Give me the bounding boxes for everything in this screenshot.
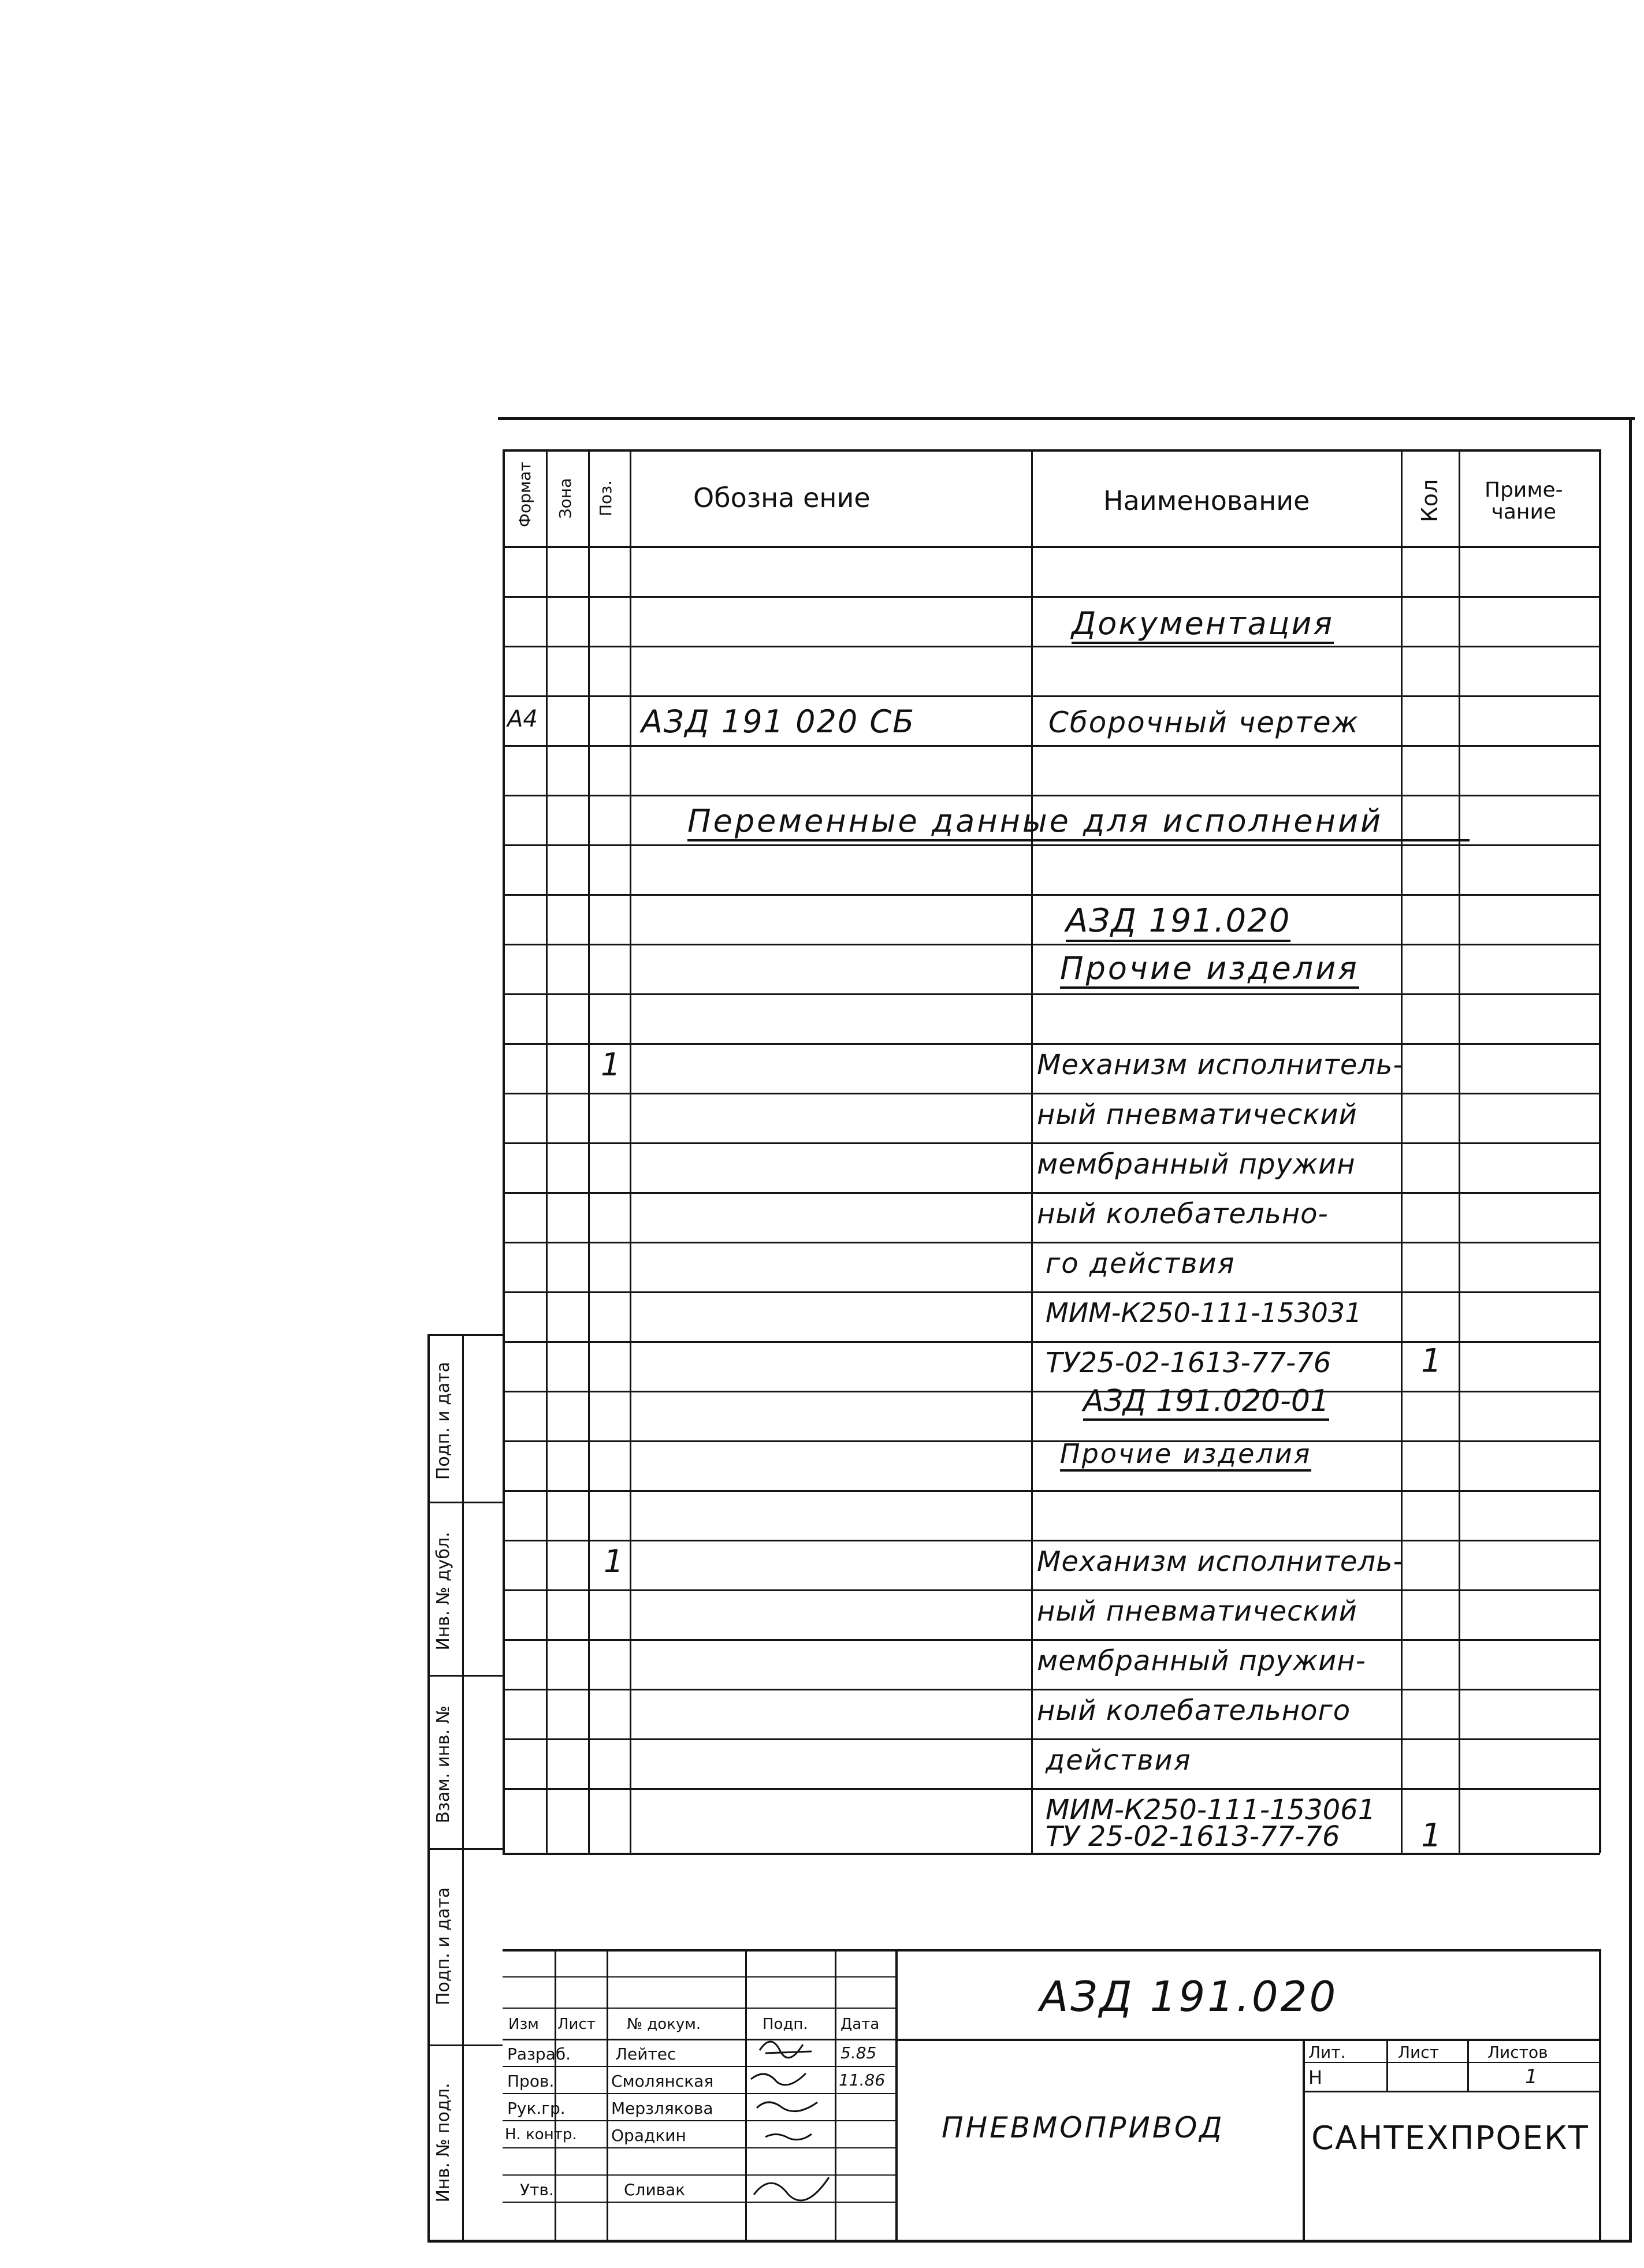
tb-listov-label: Листов: [1487, 2043, 1548, 2062]
item-1-line-3: мембранный пружин: [1037, 1148, 1356, 1180]
section-variable-data: Переменные данные для исполнений: [687, 803, 1470, 841]
tb-hdr-data: Дата: [840, 2016, 880, 2033]
tb-role-razrab: Разраб.: [507, 2044, 571, 2064]
item-1-line-4: ный колебательно-: [1037, 1198, 1329, 1230]
stamp-inv-dubl: Инв. № дубл.: [433, 1532, 453, 1651]
tb-role-rukgr: Рук.гр.: [507, 2099, 566, 2118]
variant-base: АЗД 191.020: [1066, 902, 1290, 942]
tb-lit-label: Лит.: [1308, 2043, 1346, 2062]
format-a4: А4: [507, 706, 538, 732]
item-2-line-4: ный колебательного: [1037, 1695, 1351, 1727]
item-1-line-1: Механизм исполнитель-: [1037, 1049, 1404, 1081]
tb-hdr-list: Лист: [557, 2016, 596, 2033]
col-qty-header: Кол: [1417, 479, 1442, 523]
tb-list-label: Лист: [1398, 2043, 1439, 2062]
tb-name-utv: Сливак: [624, 2180, 686, 2199]
name-assembly-drawing: Сборочный чертеж: [1048, 706, 1359, 739]
item-1-line-6: МИМ-К250-111-153031: [1046, 1297, 1362, 1328]
stamp-sign-date-2: Подп. и дата: [433, 1887, 453, 2006]
tb-name-rukgr: Мерзлякова: [611, 2099, 713, 2118]
col-name-header: Наименование: [1103, 485, 1310, 516]
item-2-line-3: мембранный пружин-: [1037, 1645, 1366, 1677]
item-1-line-2: ный пневматический: [1037, 1098, 1357, 1131]
col-pos-header: Поз.: [596, 481, 615, 516]
doc-title: ПНЕВМОПРИВОД: [942, 2111, 1225, 2144]
col-zone-header: Зона: [556, 478, 575, 519]
tb-name-razrab: Лейтес: [615, 2044, 676, 2064]
tb-lit-value: Н: [1308, 2066, 1323, 2088]
item-1-line-7: ТУ25-02-1613-77-76: [1046, 1347, 1331, 1379]
tb-hdr-podp: Подп.: [763, 2016, 808, 2033]
group-other-items-2: Прочие изделия: [1060, 1438, 1311, 1472]
tb-hdr-izm: Изм: [508, 2016, 539, 2033]
stamp-sign-date-1: Подп. и дата: [433, 1361, 453, 1480]
tb-role-nkontr: Н. контр.: [505, 2126, 577, 2143]
tb-date-razrab: 5.85: [840, 2043, 877, 2062]
qty-item-1: 1: [1421, 1342, 1442, 1380]
org-name: САНТЕХПРОЕКТ: [1311, 2120, 1589, 2157]
stamp-vzam-inv: Взам. инв. №: [433, 1705, 453, 1823]
variant-01: АЗД 191.020-01: [1083, 1384, 1329, 1421]
stamp-inv-podl: Инв. № подл.: [433, 2083, 453, 2203]
col-designation-header: Обозна ение: [693, 482, 871, 513]
section-documentation: Документация: [1072, 605, 1334, 644]
pos-1-a: 1: [601, 1047, 621, 1083]
tb-hdr-docnum: № докум.: [627, 2016, 701, 2033]
top-border: [498, 417, 1635, 420]
designation-assembly: АЗД 191 020 СБ: [641, 703, 916, 740]
tb-role-utv: Утв.: [520, 2180, 554, 2199]
pos-1-b: 1: [604, 1543, 624, 1580]
item-1-line-5: го действия: [1046, 1247, 1236, 1280]
item-2-line-7: ТУ 25-02-1613-77-76: [1046, 1820, 1340, 1853]
tb-listov-value: 1: [1525, 2065, 1538, 2088]
col-note-header: Приме- чание: [1485, 478, 1563, 524]
tb-date-prov: 11.86: [839, 2070, 886, 2090]
item-2-line-1: Механизм исполнитель-: [1037, 1545, 1404, 1578]
signature-scribbles: [748, 2010, 835, 2241]
item-2-line-5: действия: [1046, 1744, 1192, 1777]
group-other-items-1: Прочие изделия: [1060, 950, 1359, 989]
right-border: [1629, 417, 1632, 2242]
tb-role-prov: Пров.: [507, 2072, 555, 2091]
item-2-line-2: ный пневматический: [1037, 1595, 1357, 1628]
item-2-line-6: МИМ-К250-111-153061: [1046, 1794, 1376, 1826]
doc-number: АЗД 191.020: [1040, 1972, 1338, 2021]
tb-name-prov: Смолянская: [611, 2072, 714, 2091]
col-format-header: Формат: [515, 461, 534, 527]
qty-item-2: 1: [1421, 1817, 1442, 1854]
tb-name-nkontr: Орадкин: [611, 2126, 686, 2145]
